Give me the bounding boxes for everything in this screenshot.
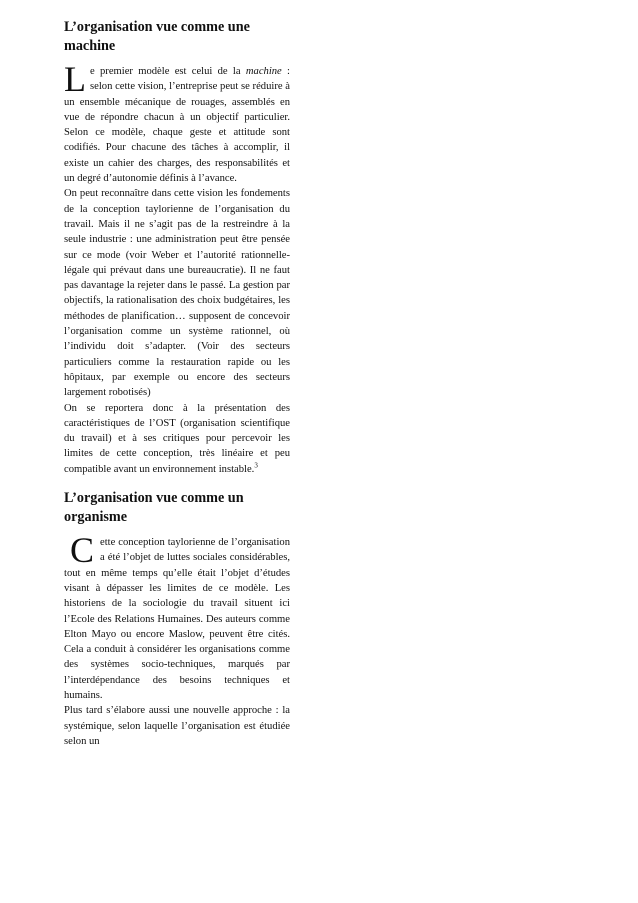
paragraph-organisme-intro [64,530,290,703]
paragraph-rest: ette conception taylorienne de l’organisation a été l’objet de luttes sociales considérables, tout en même temps qu’elle était l’objet d’études visant à dépasser les limites de ce modèle. Les historiens de la sociologie du travail situent ici l’Ecole des Relations Humaines. Des auteurs comme Elton Mayo ou encore Maslow, peuvent être cités. Cela a conduit à considérer les organisations comme des systèmes socio-techniques, marqués par l’interdépendance des besoins techniques et humains. [64,537,290,701]
section-organisme [64,489,290,749]
paragraph-rest: : selon cette vision, l’entreprise peut se réduire à un ensemble mécanique de rouages, assemblés en vue de répondre chacun à un objectif particulier. Selon ce modèle, chaque geste et attitude sont codifiés. Pour chacune des tâches à accomplir, il existe un cahier des charges, des responsabilités et un degré d’autonomie définis à l’avance. [64,66,290,185]
paragraph-systemique: Plus tard s’élabore aussi une nouvelle approche : la systémique, selon laquelle l’organisation est étudiée selon un [64,705,290,747]
document-page [64,18,290,749]
section-title-organisme: L’organisation vue comme un organisme [64,490,244,526]
paragraph-lead: e premier modèle est celui de la [90,66,246,77]
footnote-marker: 3 [254,461,258,470]
paragraph-machine-intro [64,59,290,186]
paragraph-taylorism: On peut reconnaître dans cette vision les fondements de la conception taylorienne de l’organisation du travail. Mais il ne s’agit pas de la restreindre à la seule industrie : une administration peut être pensée sur ce mode (voir Weber et l’autorité rationnelle-légale qui prévaut dans une bureaucratie). Il ne faut pas davantage la rejeter dans le passé. La gestion par objectifs, la rationalisation des choix budgétaires, les méthodes de planification… supposent de concevoir l’organisation comme un système rationnel, où l’individu doit s’adapter. (Voir des secteurs particuliers comme la restauration rapide ou les hôpitaux, par exemple ou encore des secteurs largement robotisés) [64,188,290,399]
section-machine [64,18,290,477]
dropcap-letter: L [64,59,86,99]
paragraph-ost-text: On se reportera donc à la présentation des caractéristiques de l’OST (organisation scientifique du travail) et à ses critiques pour percevoir les limites de cette conception, très linéaire et peu compatible avant un environnement instable. [64,402,290,475]
paragraph-ost [64,401,290,477]
section-title-machine: L’organisation vue comme une machine [64,19,250,54]
emphasis-machine: machine [245,66,282,77]
dropcap-letter: C [70,530,95,571]
